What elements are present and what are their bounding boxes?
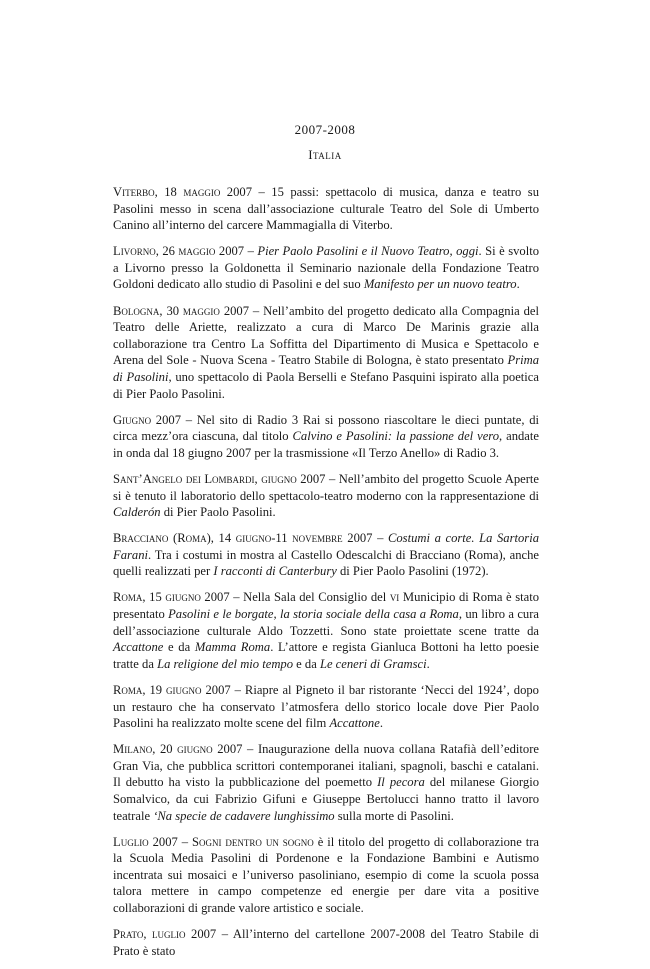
entry-small-caps-text: vi: [389, 590, 400, 605]
chronicle-entry: [113, 471, 539, 521]
entry-text: del milanese Giorgio Somalvico, da cui Fabrizio Gifuni e Giuseppe Bertolucci hanno tratto il lavoro teatrale: [113, 775, 539, 823]
entry-text: – Riapre al Pigneto il bar ristorante ‘Necci del 1924’, dopo un restauro che ha conservato l’atmosfera dello storico locale dove Pier Paolo Pasolini ha realizzato molte scene del film: [113, 682, 539, 731]
entry-place-date: Roma, 19 giugno 2007: [113, 682, 231, 697]
section-title: Italia: [308, 147, 342, 162]
entry-text: – 15 passi: spettacolo di musica, danza e teatro su Pasolini messo in scena dall’associazione culturale Teatro del Sole di Umberto Canino all’interno del carcere Mammagialla di Viterbo.: [113, 185, 539, 233]
entry-italic-title: Manifesto per un nuovo teatro: [363, 277, 517, 292]
entry-place-date: Giugno 2007: [113, 412, 181, 427]
entry-italic-title: I racconti di Canterbury: [213, 564, 337, 579]
entry-place-date: Luglio 2007: [113, 834, 178, 849]
year-heading: 2007-2008: [294, 122, 356, 137]
entry-text: sulla morte di Pasolini.: [334, 808, 454, 823]
chronicle-entry: [113, 741, 539, 824]
chronicle-entry: [113, 412, 539, 462]
entry-text: . Tra i costumi in mostra al Castello Odescalchi di Bracciano (Roma), anche quelli realizzati per: [113, 547, 539, 579]
entries-list: [113, 184, 539, 969]
chronicle-entry: [113, 589, 539, 672]
entry-italic-title: Calvino e Pasolini: la passione del vero: [292, 429, 500, 444]
entry-text: . L’attore e regista Gianluca Bottoni ha letto poesie tratte da: [113, 640, 539, 671]
chronicle-entry: [113, 926, 539, 959]
entry-text: – Nel sito di Radio 3 Rai si possono riascoltare le dieci puntate, di circa mezz’ora ciascuna, dal titolo: [113, 412, 539, 444]
entry-text: –: [244, 244, 258, 259]
chronicle-entry: [113, 682, 539, 732]
entry-place-date: Bracciano (Roma), 14 giugno-11 novembre 2007: [113, 531, 373, 546]
entry-italic-title: ‘Na specie de cadavere lunghissimo: [153, 808, 335, 823]
entry-italic-title: Pier Paolo Pasolini e il Nuovo Teatro, oggi: [257, 244, 479, 259]
entry-text: , uno spettacolo di Paola Berselli e Stefano Pasquini ispirato alla poetica di Pier Paolo Pasolini.: [113, 369, 539, 401]
entry-small-caps-text: Sogni dentro un sogno: [191, 834, 314, 849]
entry-text: .: [379, 716, 383, 731]
entry-place-date: Sant’Angelo dei Lombardi, giugno 2007: [113, 471, 326, 486]
entry-italic-title: Calderón: [113, 505, 161, 520]
entry-text: –: [177, 834, 192, 849]
entry-text: è il titolo del progetto di collaborazione tra la Scuola Media Pasolini di Pordenone e la Fondazione Bambini e Autismo incentrata sui mosaici e l’universo pasoliniano, esempio di come la scuola possa talora mettere in campo competenze ed energie per dare vita a positive collaborazioni di grande valore artistico e sociale.: [113, 834, 540, 916]
entry-text: Municipio di Roma è stato presentato: [113, 590, 540, 622]
entry-text: e da: [163, 640, 195, 655]
entry-italic-title: Il pecora: [377, 775, 425, 790]
entry-place-date: Roma, 15 giugno 2007: [113, 590, 230, 605]
chronicle-entry: [113, 303, 539, 403]
entry-text: , andate in onda dal 18 giugno 2007 per la trasmissione «Il Terzo Anello» di Radio 3.: [113, 429, 539, 460]
entry-italic-title: Le ceneri di Gramsci: [319, 656, 427, 671]
entry-place-date: Livorno, 26 maggio 2007: [113, 244, 245, 259]
entry-italic-title: Mamma Roma: [194, 640, 271, 655]
entry-text: di Pier Paolo Pasolini (1972).: [336, 564, 489, 579]
chronicle-entry: [113, 184, 539, 234]
entry-place-date: Milano, 20 giugno 2007: [113, 742, 243, 757]
entry-place-date: Prato, luglio 2007: [113, 927, 217, 942]
entry-text: e da: [293, 656, 320, 671]
entry-text: – Inaugurazione della nuova collana Ratafià dell’editore Gran Via, che pubblica scrittori contemporanei italiani, spagnoli, baschi e catalani. Il debutto ha visto la pubblicazione del poemetto: [113, 742, 539, 790]
entry-italic-title: La religione del mio tempo: [157, 656, 294, 671]
entry-place-date: Bologna, 30 maggio 2007: [113, 303, 250, 318]
entry-italic-title: Pasolini e le borgate, la storia sociale della casa a Roma: [168, 607, 459, 622]
entry-place-date: Viterbo, 18 maggio 2007: [113, 185, 252, 199]
entry-text: .: [516, 277, 520, 292]
entry-italic-title: Prima di Pasolini: [113, 353, 539, 384]
entry-text: – Nella Sala del Consiglio del: [229, 590, 390, 605]
entry-text: , un libro a cura dell’associazione culturale Aldo Tozzetti. Sono state proiettate scene tratte da: [113, 607, 539, 638]
entry-italic-title: Accattone: [329, 716, 380, 731]
entry-italic-title: Accattone: [113, 640, 164, 655]
entry-text: –: [372, 531, 388, 546]
entry-text: di Pier Paolo Pasolini.: [160, 505, 276, 520]
chronicle-entry: [113, 243, 539, 293]
entry-italic-title: Costumi a corte. La Sartoria Farani: [113, 531, 539, 562]
chronicle-entry: [113, 530, 539, 580]
chronicle-entry: [113, 834, 539, 917]
entry-text: – Nell’ambito del progetto Scuole Aperte si è tenuto il laboratorio dello spettacolo-teatro moderno con la rappresentazione di: [113, 471, 539, 503]
entry-text: – All’interno del cartellone 2007-2008 del Teatro Stabile di Prato è stato: [113, 927, 539, 958]
entry-text: – Nell’ambito del progetto dedicato alla Compagnia del Teatro delle Ariette, realizzato a cura di Marco De Marinis grazie alla collaborazione tra Centro La Soffitta del Dipartimento di Musica e Spettacolo e Arena del Sole - Nuova Scena - Teatro Stabile di Bologna, è stato presentato: [113, 303, 539, 368]
entry-text: .: [426, 656, 430, 671]
entry-text: . Si è svolto a Livorno presso la Goldonetta il Seminario nazionale della Fondazione Teatro Goldoni dedicato allo studio di Pasolini e del suo: [113, 244, 539, 292]
